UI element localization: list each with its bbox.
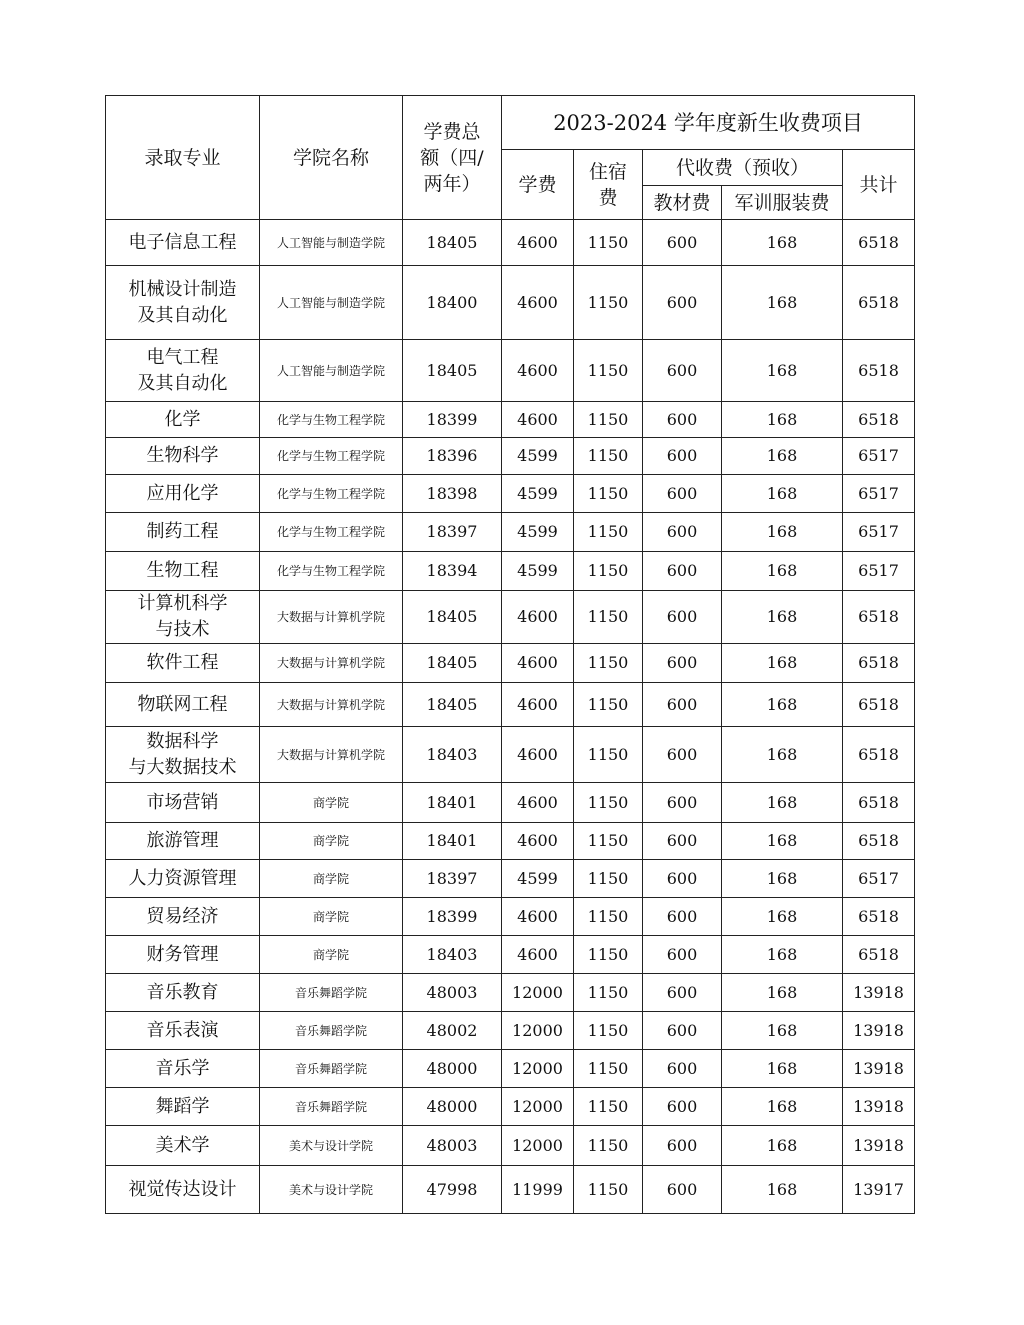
- college-cell: 人工智能与制造学院: [260, 340, 403, 402]
- tuition-cell: 4599: [502, 475, 574, 513]
- major-cell: 旅游管理: [106, 823, 260, 860]
- accommodation-cell: 1150: [574, 1126, 643, 1166]
- table-row: [106, 936, 915, 974]
- total-tuition-cell: 18398: [403, 475, 502, 513]
- uniform-cell: 168: [722, 644, 843, 683]
- tuition-cell: 4599: [502, 552, 574, 591]
- college-cell: 音乐舞蹈学院: [260, 1012, 403, 1050]
- college-cell: 人工智能与制造学院: [260, 266, 403, 340]
- major-cell: 应用化学: [106, 475, 260, 513]
- table-row: [106, 974, 915, 1012]
- textbook-cell: 600: [643, 220, 722, 266]
- tuition-cell: 4600: [502, 220, 574, 266]
- major-cell: 视觉传达设计: [106, 1166, 260, 1214]
- total-tuition-cell: 48002: [403, 1012, 502, 1050]
- sum-cell: 13918: [843, 1012, 915, 1050]
- accommodation-cell: 1150: [574, 1050, 643, 1088]
- table-row: [106, 591, 915, 644]
- college-cell: 大数据与计算机学院: [260, 683, 403, 727]
- accommodation-cell: 1150: [574, 402, 643, 438]
- major-cell: 生物科学: [106, 438, 260, 475]
- textbook-cell: 600: [643, 860, 722, 898]
- total-tuition-cell: 18397: [403, 513, 502, 552]
- college-cell: 商学院: [260, 936, 403, 974]
- textbook-cell: 600: [643, 823, 722, 860]
- textbook-cell: 600: [643, 1050, 722, 1088]
- textbook-cell: 600: [643, 1166, 722, 1214]
- tuition-cell: 12000: [502, 974, 574, 1012]
- sum-cell: 6518: [843, 683, 915, 727]
- uniform-cell: 168: [722, 1012, 843, 1050]
- total-tuition-cell: 18403: [403, 936, 502, 974]
- tuition-cell: 4599: [502, 513, 574, 552]
- total-tuition-cell: 18400: [403, 266, 502, 340]
- accommodation-cell: 1150: [574, 1012, 643, 1050]
- major-cell: 音乐学: [106, 1050, 260, 1088]
- sum-cell: 13918: [843, 1126, 915, 1166]
- tuition-cell: 4600: [502, 340, 574, 402]
- tuition-cell: 4600: [502, 727, 574, 783]
- table-row: [106, 860, 915, 898]
- major-cell: 人力资源管理: [106, 860, 260, 898]
- header-collection: 代收费（预收）: [643, 150, 843, 186]
- sum-cell: 6518: [843, 220, 915, 266]
- accommodation-cell: 1150: [574, 860, 643, 898]
- textbook-cell: 600: [643, 1126, 722, 1166]
- accommodation-cell: 1150: [574, 220, 643, 266]
- total-tuition-cell: 47998: [403, 1166, 502, 1214]
- accommodation-cell: 1150: [574, 340, 643, 402]
- major-cell: 机械设计制造 及其自动化: [106, 266, 260, 340]
- sum-cell: 6518: [843, 727, 915, 783]
- uniform-cell: 168: [722, 340, 843, 402]
- textbook-cell: 600: [643, 974, 722, 1012]
- tuition-cell: 12000: [502, 1088, 574, 1126]
- table-row: [106, 438, 915, 475]
- college-cell: 商学院: [260, 860, 403, 898]
- uniform-cell: 168: [722, 513, 843, 552]
- total-tuition-cell: 18405: [403, 340, 502, 402]
- college-cell: 美术与设计学院: [260, 1166, 403, 1214]
- uniform-cell: 168: [722, 220, 843, 266]
- major-cell: 财务管理: [106, 936, 260, 974]
- fee-table: [105, 95, 915, 1214]
- uniform-cell: 168: [722, 475, 843, 513]
- header-sum: 共计: [843, 150, 915, 220]
- sum-cell: 6517: [843, 438, 915, 475]
- sum-cell: 13918: [843, 1050, 915, 1088]
- textbook-cell: 600: [643, 402, 722, 438]
- table-row: [106, 1050, 915, 1088]
- total-tuition-cell: 18397: [403, 860, 502, 898]
- table-row: [106, 644, 915, 683]
- uniform-cell: 168: [722, 552, 843, 591]
- textbook-cell: 600: [643, 438, 722, 475]
- total-tuition-cell: 18403: [403, 727, 502, 783]
- total-tuition-cell: 18396: [403, 438, 502, 475]
- tuition-cell: 11999: [502, 1166, 574, 1214]
- college-cell: 人工智能与制造学院: [260, 220, 403, 266]
- accommodation-cell: 1150: [574, 823, 643, 860]
- total-tuition-cell: 18401: [403, 823, 502, 860]
- textbook-cell: 600: [643, 1088, 722, 1126]
- major-cell: 生物工程: [106, 552, 260, 591]
- uniform-cell: 168: [722, 974, 843, 1012]
- college-cell: 化学与生物工程学院: [260, 552, 403, 591]
- college-cell: 化学与生物工程学院: [260, 438, 403, 475]
- sum-cell: 6518: [843, 402, 915, 438]
- tuition-cell: 4600: [502, 783, 574, 823]
- table-row: [106, 1088, 915, 1126]
- tuition-cell: 4599: [502, 438, 574, 475]
- total-tuition-cell: 18405: [403, 683, 502, 727]
- total-tuition-cell: 18405: [403, 220, 502, 266]
- total-tuition-cell: 48003: [403, 974, 502, 1012]
- major-cell: 软件工程: [106, 644, 260, 683]
- table-row: [106, 783, 915, 823]
- header-uniform: 军训服装费: [722, 186, 843, 220]
- college-cell: 音乐舞蹈学院: [260, 1088, 403, 1126]
- table-row: [106, 220, 915, 266]
- major-cell: 美术学: [106, 1126, 260, 1166]
- college-cell: 大数据与计算机学院: [260, 644, 403, 683]
- sum-cell: 6518: [843, 644, 915, 683]
- sum-cell: 13917: [843, 1166, 915, 1214]
- accommodation-cell: 1150: [574, 974, 643, 1012]
- table-body: [106, 220, 915, 1214]
- table-row: [106, 683, 915, 727]
- college-cell: 化学与生物工程学院: [260, 402, 403, 438]
- tuition-cell: 12000: [502, 1012, 574, 1050]
- tuition-cell: 12000: [502, 1126, 574, 1166]
- college-cell: 化学与生物工程学院: [260, 475, 403, 513]
- sum-cell: 6518: [843, 936, 915, 974]
- college-cell: 音乐舞蹈学院: [260, 974, 403, 1012]
- major-cell: 计算机科学 与技术: [106, 591, 260, 644]
- sum-cell: 13918: [843, 1088, 915, 1126]
- textbook-cell: 600: [643, 936, 722, 974]
- major-cell: 电子信息工程: [106, 220, 260, 266]
- accommodation-cell: 1150: [574, 552, 643, 591]
- college-cell: 大数据与计算机学院: [260, 727, 403, 783]
- uniform-cell: 168: [722, 898, 843, 936]
- major-cell: 物联网工程: [106, 683, 260, 727]
- accommodation-cell: 1150: [574, 1166, 643, 1214]
- sum-cell: 6517: [843, 860, 915, 898]
- textbook-cell: 600: [643, 727, 722, 783]
- textbook-cell: 600: [643, 513, 722, 552]
- header-accommodation: 住宿 费: [574, 150, 643, 220]
- total-tuition-cell: 18405: [403, 591, 502, 644]
- header-college: 学院名称: [260, 96, 403, 220]
- table-row: [106, 266, 915, 340]
- header-textbook: 教材费: [643, 186, 722, 220]
- tuition-cell: 4600: [502, 644, 574, 683]
- total-tuition-cell: 18399: [403, 402, 502, 438]
- sum-cell: 6518: [843, 823, 915, 860]
- table-row: [106, 1166, 915, 1214]
- uniform-cell: 168: [722, 823, 843, 860]
- college-cell: 商学院: [260, 783, 403, 823]
- table-title: 2023-2024 学年度新生收费项目: [502, 96, 915, 150]
- table-row: [106, 727, 915, 783]
- major-cell: 电气工程 及其自动化: [106, 340, 260, 402]
- accommodation-cell: 1150: [574, 644, 643, 683]
- sum-cell: 6518: [843, 340, 915, 402]
- uniform-cell: 168: [722, 438, 843, 475]
- tuition-cell: 4600: [502, 898, 574, 936]
- accommodation-cell: 1150: [574, 783, 643, 823]
- accommodation-cell: 1150: [574, 266, 643, 340]
- total-tuition-cell: 18401: [403, 783, 502, 823]
- uniform-cell: 168: [722, 936, 843, 974]
- tuition-cell: 12000: [502, 1050, 574, 1088]
- major-cell: 制药工程: [106, 513, 260, 552]
- accommodation-cell: 1150: [574, 683, 643, 727]
- college-cell: 大数据与计算机学院: [260, 591, 403, 644]
- textbook-cell: 600: [643, 475, 722, 513]
- accommodation-cell: 1150: [574, 438, 643, 475]
- header-total-tuition: 学费总 额（四/ 两年）: [403, 96, 502, 220]
- tuition-cell: 4600: [502, 591, 574, 644]
- accommodation-cell: 1150: [574, 898, 643, 936]
- major-cell: 数据科学 与大数据技术: [106, 727, 260, 783]
- total-tuition-cell: 18399: [403, 898, 502, 936]
- uniform-cell: 168: [722, 591, 843, 644]
- major-cell: 舞蹈学: [106, 1088, 260, 1126]
- table-row: [106, 1126, 915, 1166]
- uniform-cell: 168: [722, 1088, 843, 1126]
- textbook-cell: 600: [643, 783, 722, 823]
- accommodation-cell: 1150: [574, 1088, 643, 1126]
- accommodation-cell: 1150: [574, 591, 643, 644]
- college-cell: 化学与生物工程学院: [260, 513, 403, 552]
- accommodation-cell: 1150: [574, 475, 643, 513]
- table-row: [106, 340, 915, 402]
- major-cell: 音乐表演: [106, 1012, 260, 1050]
- tuition-cell: 4600: [502, 683, 574, 727]
- uniform-cell: 168: [722, 266, 843, 340]
- college-cell: 音乐舞蹈学院: [260, 1050, 403, 1088]
- table-row: [106, 513, 915, 552]
- table-row: [106, 402, 915, 438]
- tuition-cell: 4600: [502, 402, 574, 438]
- uniform-cell: 168: [722, 402, 843, 438]
- header-major: 录取专业: [106, 96, 260, 220]
- textbook-cell: 600: [643, 1012, 722, 1050]
- sum-cell: 6518: [843, 898, 915, 936]
- college-cell: 美术与设计学院: [260, 1126, 403, 1166]
- major-cell: 市场营销: [106, 783, 260, 823]
- sum-cell: 6518: [843, 591, 915, 644]
- uniform-cell: 168: [722, 1166, 843, 1214]
- textbook-cell: 600: [643, 644, 722, 683]
- sum-cell: 6517: [843, 475, 915, 513]
- college-cell: 商学院: [260, 898, 403, 936]
- uniform-cell: 168: [722, 727, 843, 783]
- tuition-cell: 4600: [502, 823, 574, 860]
- textbook-cell: 600: [643, 266, 722, 340]
- textbook-cell: 600: [643, 552, 722, 591]
- total-tuition-cell: 48003: [403, 1126, 502, 1166]
- uniform-cell: 168: [722, 1126, 843, 1166]
- total-tuition-cell: 18405: [403, 644, 502, 683]
- sum-cell: 6517: [843, 513, 915, 552]
- total-tuition-cell: 48000: [403, 1050, 502, 1088]
- sum-cell: 6518: [843, 783, 915, 823]
- accommodation-cell: 1150: [574, 513, 643, 552]
- major-cell: 化学: [106, 402, 260, 438]
- tuition-cell: 4600: [502, 936, 574, 974]
- table-row: [106, 475, 915, 513]
- accommodation-cell: 1150: [574, 936, 643, 974]
- total-tuition-cell: 18394: [403, 552, 502, 591]
- tuition-cell: 4600: [502, 266, 574, 340]
- table-row: [106, 1012, 915, 1050]
- tuition-cell: 4599: [502, 860, 574, 898]
- sum-cell: 6518: [843, 266, 915, 340]
- textbook-cell: 600: [643, 898, 722, 936]
- accommodation-cell: 1150: [574, 727, 643, 783]
- sum-cell: 6517: [843, 552, 915, 591]
- sum-cell: 13918: [843, 974, 915, 1012]
- header-tuition: 学费: [502, 150, 574, 220]
- uniform-cell: 168: [722, 683, 843, 727]
- major-cell: 音乐教育: [106, 974, 260, 1012]
- total-tuition-cell: 48000: [403, 1088, 502, 1126]
- textbook-cell: 600: [643, 340, 722, 402]
- table-row: [106, 823, 915, 860]
- college-cell: 商学院: [260, 823, 403, 860]
- uniform-cell: 168: [722, 860, 843, 898]
- textbook-cell: 600: [643, 683, 722, 727]
- textbook-cell: 600: [643, 591, 722, 644]
- uniform-cell: 168: [722, 783, 843, 823]
- uniform-cell: 168: [722, 1050, 843, 1088]
- table-row: [106, 552, 915, 591]
- table-row: [106, 898, 915, 936]
- major-cell: 贸易经济: [106, 898, 260, 936]
